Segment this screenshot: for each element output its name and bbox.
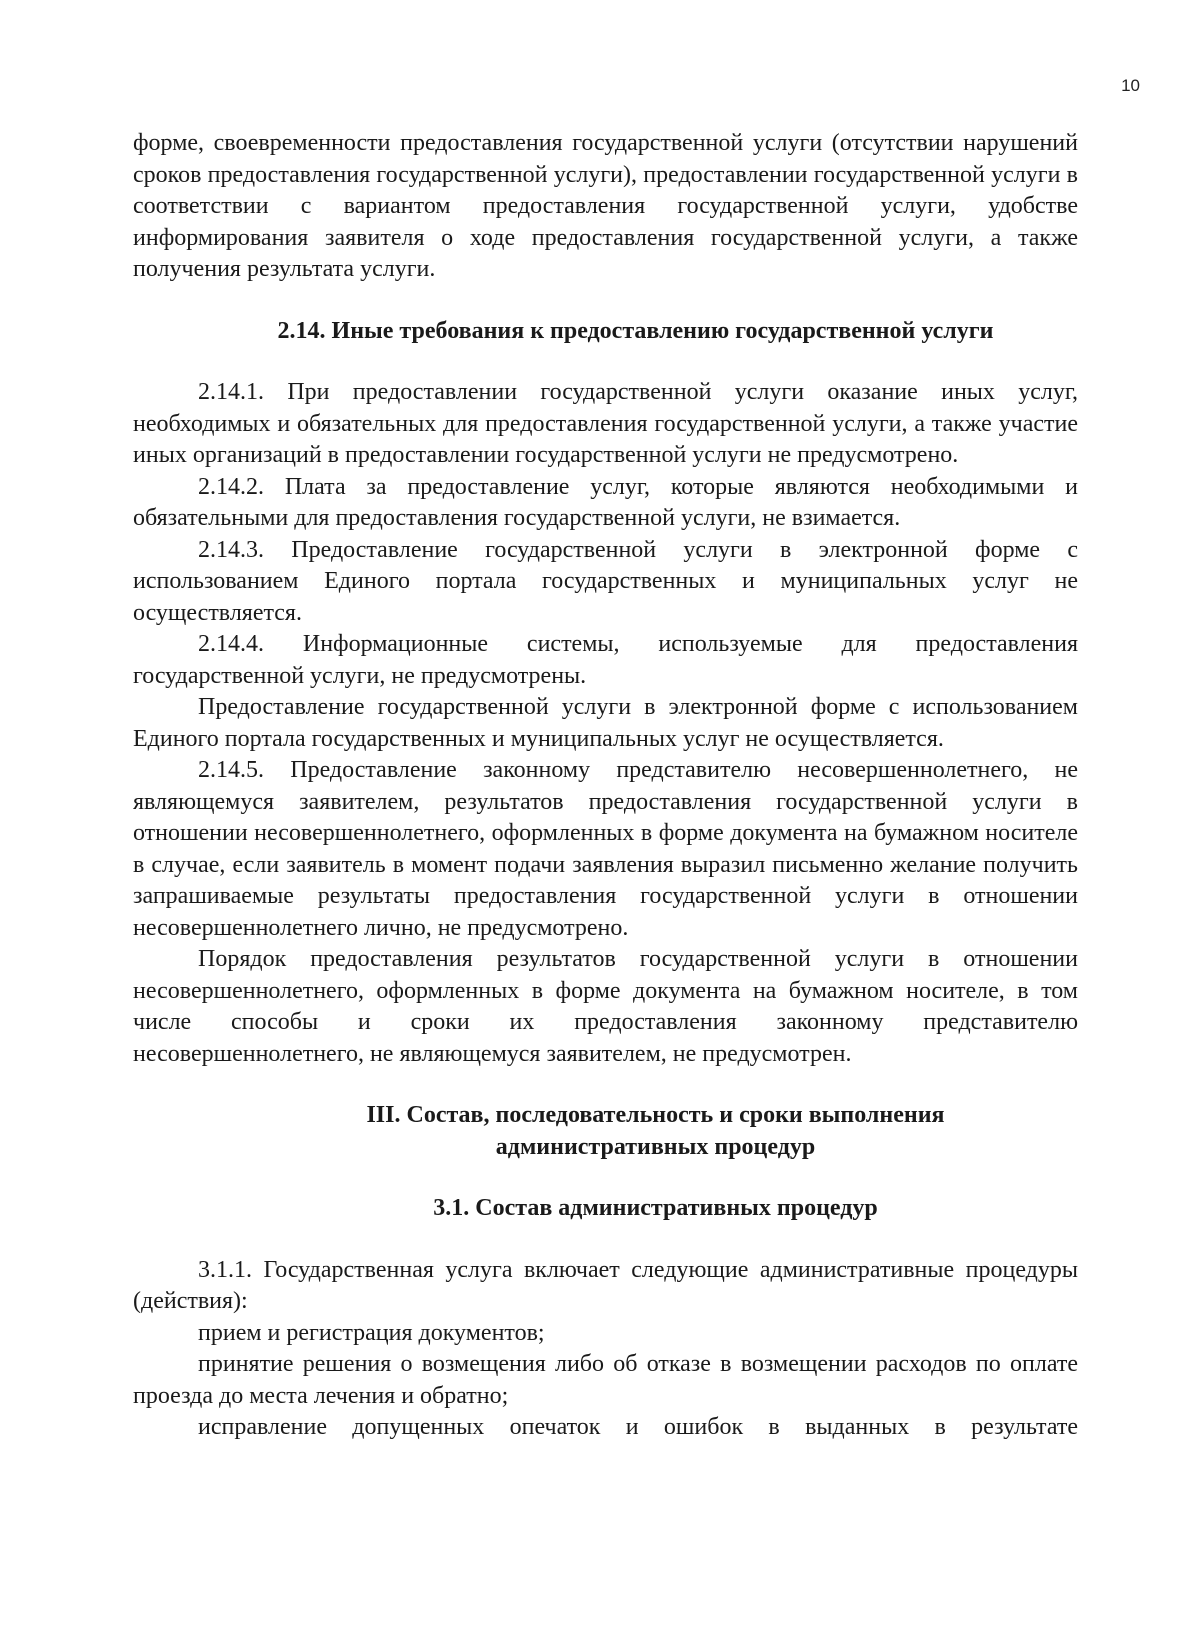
list-item-reception: прием и регистрация документов;: [198, 1319, 545, 1346]
paragraph-2-14-2: 2.14.2. Плата за предоставление услуг, которые являются необходимыми и обязательными для предоставления государственной услуги, не взимается.: [133, 473, 1078, 531]
paragraph-2-14-5-continued: Порядок предоставления результатов государственной услуги в отношении несовершеннолетнего, оформленных в форме документа на бумажном носителе, в том числе способы и сроки их предоставления законному представителю несовершеннолетнего, не являющемуся заявителем, не предусмотрен.: [133, 946, 1078, 1067]
document-body: [133, 128, 1078, 1444]
chapter-heading-3-line2: административных процедур: [495, 1133, 816, 1160]
paragraph-2-14-4: 2.14.4. Информационные системы, используемые для предоставления государственной услуги, не предусмотрены.: [133, 631, 1078, 689]
paragraph-2-14-5: 2.14.5. Предоставление законному представителю несовершеннолетнего, не являющемуся заявителем, результатов предоставления государственной услуги в отношении несовершеннолетнего, оформленных в форме документа на бумажном носителе в случае, если заявитель в момент подачи заявления выразил письменно желание получить запрашиваемые результаты предоставления государственной услуги в отношении несовершеннолетнего лично, не предусмотрено.: [133, 757, 1078, 941]
paragraph-3-1-1: 3.1.1. Государственная услуга включает следующие административные процедуры (действия):: [133, 1256, 1078, 1314]
list-item-correction: исправление допущенных опечаток и ошибок в выданных в результате: [198, 1414, 1078, 1440]
section-heading-3-1: 3.1. Состав административных процедур: [433, 1195, 878, 1221]
chapter-heading-3-line1: III. Состав, последовательность и сроки выполнения: [366, 1102, 945, 1128]
chapter-heading-3: [133, 1100, 1078, 1163]
paragraph-2-14-3: 2.14.3. Предоставление государственной услуги в электронной форме с использованием Единого портала государственных и муниципальных услуг не осуществляется.: [133, 536, 1078, 626]
section-heading-2-14: 2.14. Иные требования к предоставлению государственной услуги: [277, 317, 994, 344]
page-number: 10: [1121, 76, 1140, 95]
paragraph-intro: форме, своевременности предоставления государственной услуги (отсутствии нарушений сроков предоставления государственной услуги), предоставлении государственной услуги в соответствии с вариантом предоставления государственной услуги, удобстве информирования заявителя о ходе предоставления государственной услуги, а также получения результата услуги.: [133, 130, 1078, 282]
list-item-decision: принятие решения о возмещения либо об отказе в возмещении расходов по оплате проезда до места лечения и обратно;: [133, 1351, 1078, 1409]
paragraph-2-14-4-continued: Предоставление государственной услуги в электронной форме с использованием Единого портала государственных и муниципальных услуг не осуществляется.: [133, 694, 1078, 752]
paragraph-2-14-1: 2.14.1. При предоставлении государственной услуги оказание иных услуг, необходимых и обязательных для предоставления государственной услуги, а также участие иных организаций в предоставлении государственной услуги не предусмотрено.: [133, 379, 1078, 468]
